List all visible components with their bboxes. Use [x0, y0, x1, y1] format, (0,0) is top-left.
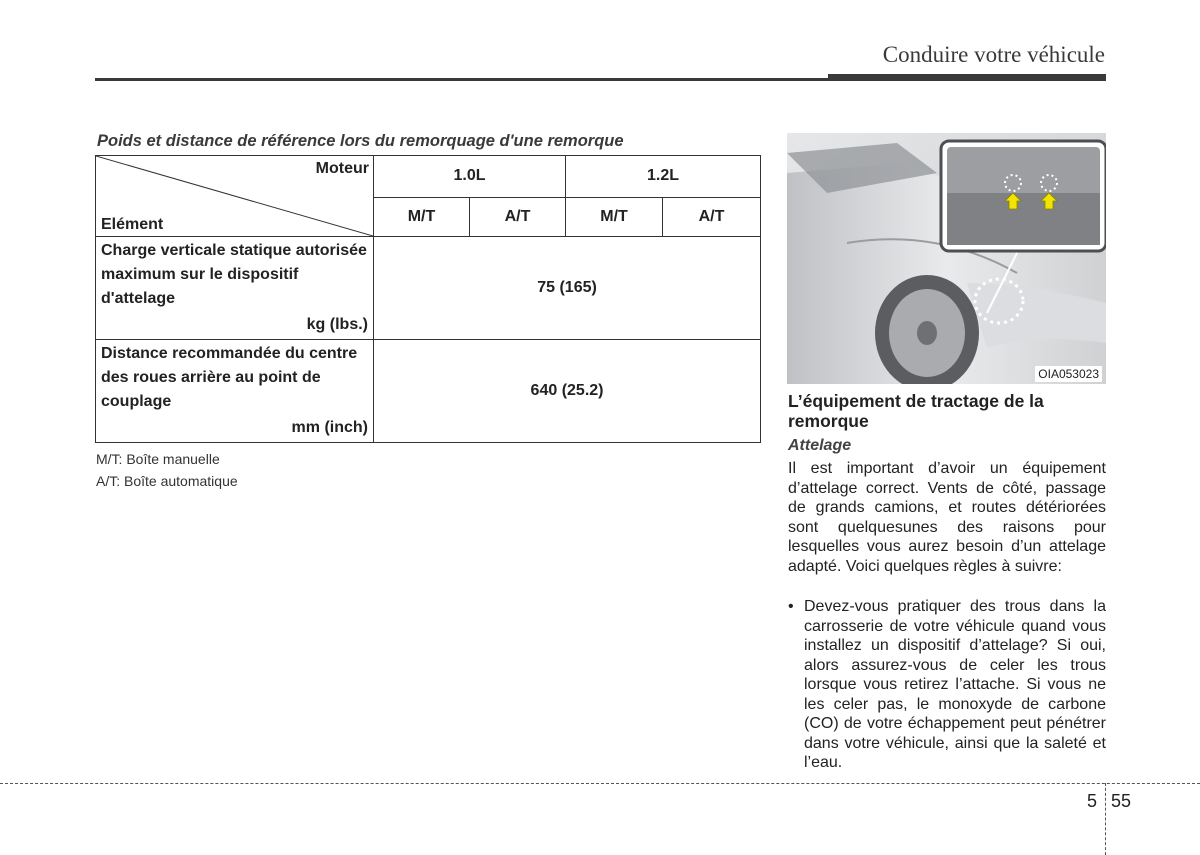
- section-heading: L’équipement de tractage de la remorque: [788, 391, 1044, 431]
- row-label-cell: [96, 237, 374, 340]
- transmission-header: A/T: [470, 197, 566, 237]
- page-number: 55: [1111, 791, 1132, 811]
- footer-dashed-rule: [0, 783, 1200, 784]
- note-manual: M/T: Boîte manuelle: [96, 451, 220, 467]
- section-subheading: Attelage: [788, 437, 852, 454]
- row-unit: mm (inch): [291, 419, 368, 436]
- row-value: 75 (165): [374, 237, 761, 340]
- header-rule-accent: [828, 74, 1106, 80]
- corner-label-element: Elément: [101, 216, 164, 233]
- bullet-text: Devez-vous pratiquer des trous dans la carrosserie de votre véhicule quand vous installez un dispositif d’attelage? Si oui, alors assurez-vous de celer les trous lorsque vous retirez l’attache. Si vous ne les celer pas, le monoxyde de carbone (CO) de votre échappement peut pénétrer dans votre véhicule, ainsi que la saleté et l’eau.: [804, 598, 1106, 771]
- table-row: [96, 340, 761, 443]
- transmission-header: A/T: [663, 197, 761, 237]
- page-header-title: Conduire votre véhicule: [882, 42, 1105, 67]
- section-body: Il est important d’avoir un équipement d’attelage correct. Vents de côté, passage de grands camions, et routes détériorées sont quelquesunes des raisons pour lesquelles vous aurez besoin d’un attelage adapté. Voici quelques règles à suivre:: [788, 460, 1106, 575]
- table-row: [96, 237, 761, 340]
- bullet-mark: •: [788, 598, 794, 615]
- chapter-number: 5: [1087, 791, 1098, 811]
- transmission-header: M/T: [374, 197, 470, 237]
- note-automatic: A/T: Boîte automatique: [96, 473, 238, 489]
- row-value: 640 (25.2): [374, 340, 761, 443]
- car-rear-photo: [787, 133, 1106, 384]
- table-caption: Poids et distance de référence lors du remorquage d'une remorque: [97, 132, 624, 150]
- table-corner-cell: [96, 156, 374, 237]
- row-label-cell: [96, 340, 374, 443]
- figure-code: OIA053023: [1035, 366, 1102, 382]
- row-label: Charge verticale statique autorisée maximum sur le dispositif d'attelage: [101, 242, 367, 307]
- bullet-item: [788, 597, 1106, 773]
- corner-label-engine: Moteur: [315, 160, 369, 177]
- row-label: Distance recommandée du centre des roues arrière au point de couplage: [101, 345, 358, 410]
- car-illustration: [787, 133, 1106, 384]
- transmission-header: M/T: [566, 197, 663, 237]
- row-unit: kg (lbs.): [306, 316, 368, 333]
- towing-spec-table: [95, 155, 761, 443]
- engine-header: 1.2L: [566, 156, 761, 198]
- footer-vertical-rule: [1105, 783, 1106, 855]
- engine-header: 1.0L: [374, 156, 566, 198]
